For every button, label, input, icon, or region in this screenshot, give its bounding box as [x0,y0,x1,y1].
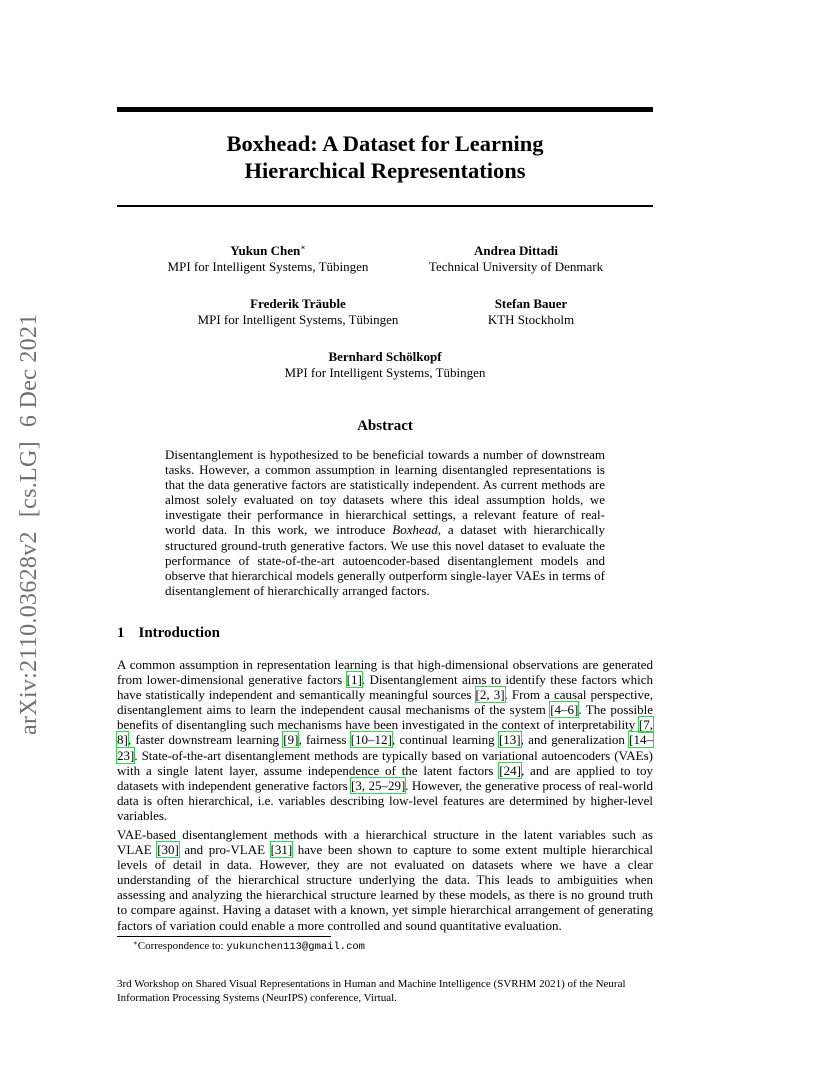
arxiv-stamp [16,295,43,735]
section-title: Introduction [138,625,220,641]
arxiv-id: arXiv:2110.03628v2 [16,531,42,735]
venue-note: 3rd Workshop on Shared Visual Representations in Human and Machine Intelligence (SVRHM 2021) of the Neural Information Processing Systems (NeurIPS) conference, Virtual. [117,978,626,1004]
author-affiliation: KTH Stockholm [487,312,575,327]
section-heading [117,625,220,642]
author-name: Bernhard Schölkopf [328,349,442,364]
dataset-name: Boxhead [392,522,438,538]
citation-link[interactable]: [9] [283,732,299,748]
paper-title [117,130,653,184]
email-address: yukunchen113@gmail.com [226,941,365,953]
author-name: Andrea Dittadi [474,243,558,258]
citation-link[interactable]: [7, 8] [117,717,653,748]
author-affiliation: MPI for Intelligent Systems, Tübingen [167,259,369,274]
citation-link[interactable]: [2, 3] [475,687,505,703]
footnote-marker: ∗ [300,243,306,252]
title-bottom-rule [117,205,653,207]
citation-link[interactable]: [24] [499,762,521,778]
citation-link[interactable]: [10–12] [350,732,392,748]
citation-link[interactable]: [14–23] [117,732,653,763]
section-number: 1 [117,625,125,641]
abstract-text: Disentanglement is hypothesized to be beneficial towards a number of downstream tasks. However, a common assumption in learning disentangled representations is that the data generative factors are statistically independent. As current methods are almost solely evaluated on toy datasets where this ideal assumption holds, we investigate their performance in hierarchical settings, a relevant feature of real-world data. In this work, we introduce Boxhead, a dataset with hierarchically structured ground-truth generative factors. We use this novel dataset to evaluate the performance of state-of-the-art autoencoder-based disentanglement models and observe that hierarchical models generally outperform single-layer VAEs in terms of disentanglement of hierarchically arranged factors. [165,447,605,598]
arxiv-category: [cs.LG] [16,441,42,518]
author-name: Stefan Bauer [494,296,568,311]
arxiv-date: 6 Dec 2021 [16,313,42,428]
citation-link[interactable]: [31] [270,842,293,858]
author-block [381,296,681,328]
citation-link[interactable]: [1] [346,672,362,688]
abstract-heading: Abstract [357,418,413,434]
author-affiliation: MPI for Intelligent Systems, Tübingen [284,365,486,380]
author-affiliation: MPI for Intelligent Systems, Tübingen [197,312,399,327]
title-top-rule [117,107,653,112]
citation-link[interactable]: [4–6] [550,702,579,718]
author-block [366,243,666,275]
title-line-1: Boxhead: A Dataset for Learning [226,131,544,156]
title-line-2: Hierarchical Representations [244,158,526,183]
author-name: Yukun Chen [230,243,301,258]
citation-link[interactable]: [13] [498,732,521,748]
footnote-marker: ∗ [133,939,138,947]
author-name: Frederik Träuble [250,296,346,311]
intro-paragraph-1: A common assumption in representation learning is that high-dimensional observations are generated from lower-dimensional generative factors [1]. Disentanglement aims to identify these factors which have statistically independent and semantically meaningful sources [2, 3]. From a causal perspective, disentanglement aims to learn the independent causal mechanisms of the system [4–6]. The possible benefits of disentangling such mechanisms have been investigated in the context of interpretability [7, 8], faster downstream learning [9], fairness [10–12], continual learning [13], and generalization [14–23]. State-of-the-art disentanglement methods are typically based on variational autoencoders (VAEs) with a single latent layer, assume independence of the latent factors [24], and are applied to toy datasets with independent generative factors [3, 25–29]. However, the generative process of real-world data is often hierarchical, i.e. variables describing low-level features are determined by higher-level variables. [117,657,654,823]
citation-link[interactable]: [3, 25–29] [351,777,406,793]
footnote: ∗Correspondence to: yukunchen113@gmail.com [133,939,365,953]
author-affiliation: Technical University of Denmark [428,259,604,274]
intro-paragraph-2: VAE-based disentanglement methods with a hierarchical structure in the latent variables such as VLAE [30] and pro-VLAE [31] have been shown to capture to some extent multiple hierarchical levels of detail in data. However, they are not evaluated on datasets where we have a clear understanding of the hierarchical structure underlying the data. This leads to ambiguities when assessing and analyzing the hierarchical structure learned by these models, as there is no ground truth to compare against. Having a dataset with a known, yet simple hierarchical arrangement of generating factors of variation could enable a more controlled and sound quantitative evaluation. [117,827,653,933]
citation-link[interactable]: [30] [157,842,179,858]
footnote-rule [117,936,331,937]
author-block [235,349,535,381]
